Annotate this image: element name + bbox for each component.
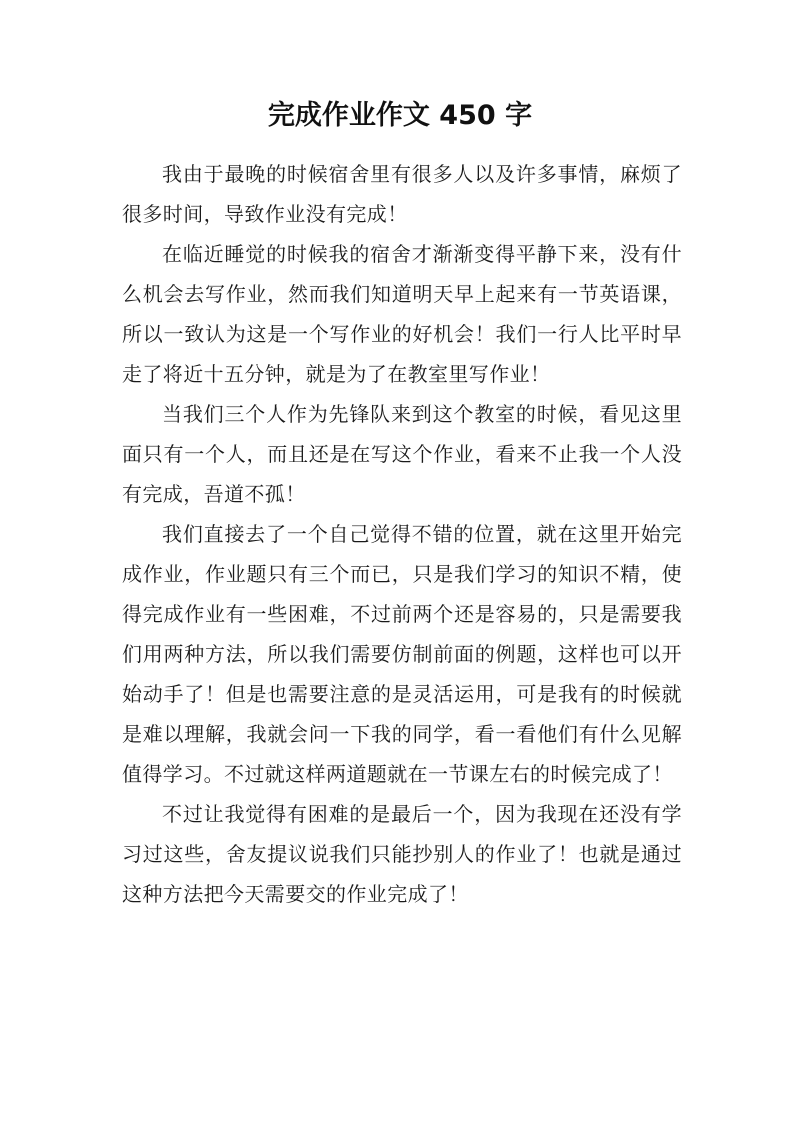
document-body bbox=[122, 154, 682, 914]
paragraph-5: 不过让我觉得有困难的是最后一个，因为我现在还没有学习过这些，舍友提议说我们只能抄别人的作业了！也就是通过这种方法把今天需要交的作业完成了！ bbox=[122, 802, 682, 906]
paragraph-1: 我由于最晚的时候宿舍里有很多人以及许多事情，麻烦了很多时间，导致作业没有完成！ bbox=[122, 162, 682, 226]
paragraph-3: 当我们三个人作为先锋队来到这个教室的时候，看见这里面只有一个人，而且还是在写这个作业，看来不止我一个人没有完成，吾道不孤！ bbox=[122, 402, 682, 506]
paragraph-2: 在临近睡觉的时候我的宿舍才渐渐变得平静下来，没有什么机会去写作业，然而我们知道明天早上起来有一节英语课，所以一致认为这是一个写作业的好机会！我们一行人比平时早走了将近十五分钟，就是为了在教室里写作业！ bbox=[122, 242, 682, 386]
paragraph-4: 我们直接去了一个自己觉得不错的位置，就在这里开始完成作业，作业题只有三个而已，只是我们学习的知识不精，使得完成作业有一些困难，不过前两个还是容易的，只是需要我们用两种方法，所以我们需要仿制前面的例题，这样也可以开始动手了！但是也需要注意的是灵活运用，可是我有的时候就是难以理解，我就会问一下我的同学，看一看他们有什么见解值得学习。不过就这样两道题就在一节课左右的时候完成了！ bbox=[122, 522, 682, 786]
document-title: 完成作业作文 450 字 bbox=[267, 100, 533, 131]
